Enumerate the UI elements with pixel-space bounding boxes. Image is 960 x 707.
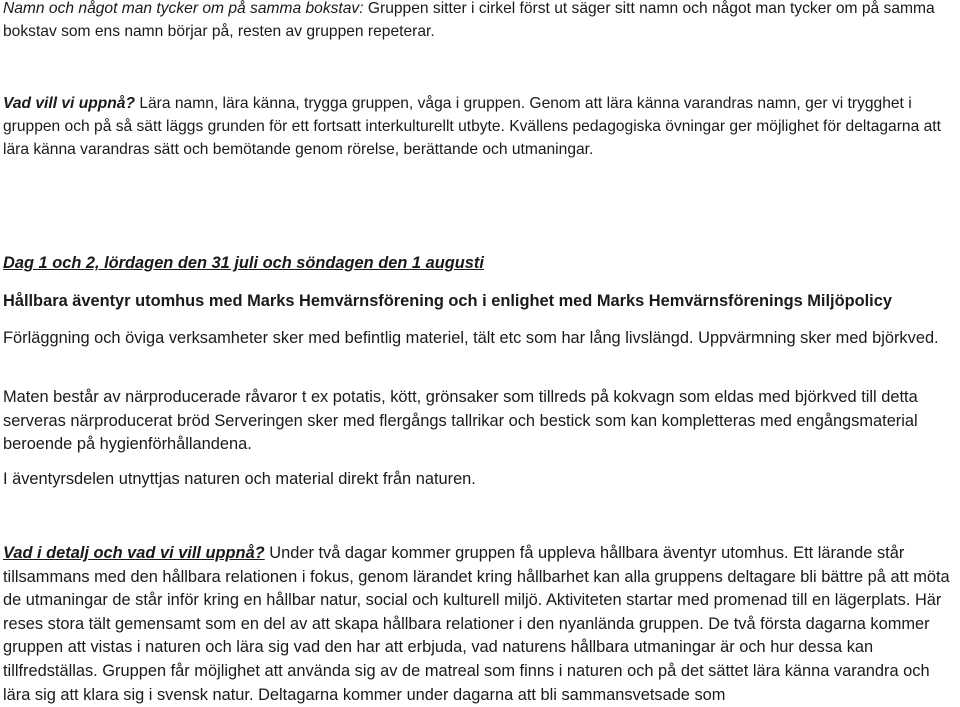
intro-text: Gruppen sitter i cirkel först ut säger sitt namn och något man tycker om på samma bokstav som ens namn börjar på, resten av gruppen repeterar. — [3, 0, 935, 40]
intro-lead: Namn och något man tycker om på samma bokstav: — [3, 0, 364, 17]
nature-paragraph: I äventyrsdelen utnyttjas naturen och material direkt från naturen. — [3, 470, 476, 488]
day-heading: Dag 1 och 2, lördagen den 31 juli och söndagen den 1 augusti — [3, 254, 484, 272]
section-subheading: Hållbara äventyr utomhus med Marks Hemvärnsförening och i enlighet med Marks Hemvärnsförenings Miljöpolicy — [3, 292, 892, 310]
detail-lead: Vad i detalj och vad vi vill uppnå? — [3, 544, 265, 562]
food-paragraph: Maten består av närproducerade råvaror t ex potatis, kött, grönsaker som tillreds på kokvagn som eldas med björkved till detta serveras närproducerat bröd Serveringen sker med flergångs tallrikar och bestick som kan kompletteras med engångsmaterial beroende på hygienförhållandena. — [3, 388, 918, 454]
goals-lead: Vad vill vi uppnå? — [3, 95, 135, 112]
goals-text: Lära namn, lära känna, trygga gruppen, våga i gruppen. Genom att lära känna varandras namn, ger vi trygghet i gruppen och på så sätt läggs grunden för ett fortsatt interkulturellt utbyte. Kvällens pedagogiska övningar ger möjlighet för deltagarna att lära känna varandras sätt och bemötande genom rörelse, berättande och utmaningar. — [3, 95, 941, 158]
equipment-paragraph: Förläggning och öviga verksamheter sker med befintlig materiel, tält etc som har lång livslängd. Uppvärmning sker med björkved. — [3, 329, 939, 347]
intro-paragraph — [3, 0, 958, 43]
detail-text: Under två dagar kommer gruppen få uppleva hållbara äventyr utomhus. Ett lärande står tillsammans med den hållbara relationen i fokus, genom lärandet kring hållbarhet kan alla gruppens deltagare bli bättre på att möta de utmaningar de står inför kring en hållbar natur, social och kulturell miljö. Aktiviteten startar med promenad till en lägerplats. Här reses stora tält gemensamt som en del av att skapa hållbara relationer i den nyanlända gruppen. De två första dagarna kommer gruppen att vistas i naturen och lära sig vad den har att erbjuda, vad naturens hållbara utmaningar är och hur dessa kan tillfredställas. Gruppen får möjlighet att använda sig av de matreal som finns i naturen och på det sättet lära känna varandra och lära sig att klara sig i svensk natur. Deltagarna kommer under dagarna att bli sammansvetsade som — [3, 544, 950, 704]
goals-paragraph — [3, 92, 958, 161]
detail-paragraph — [3, 542, 958, 707]
